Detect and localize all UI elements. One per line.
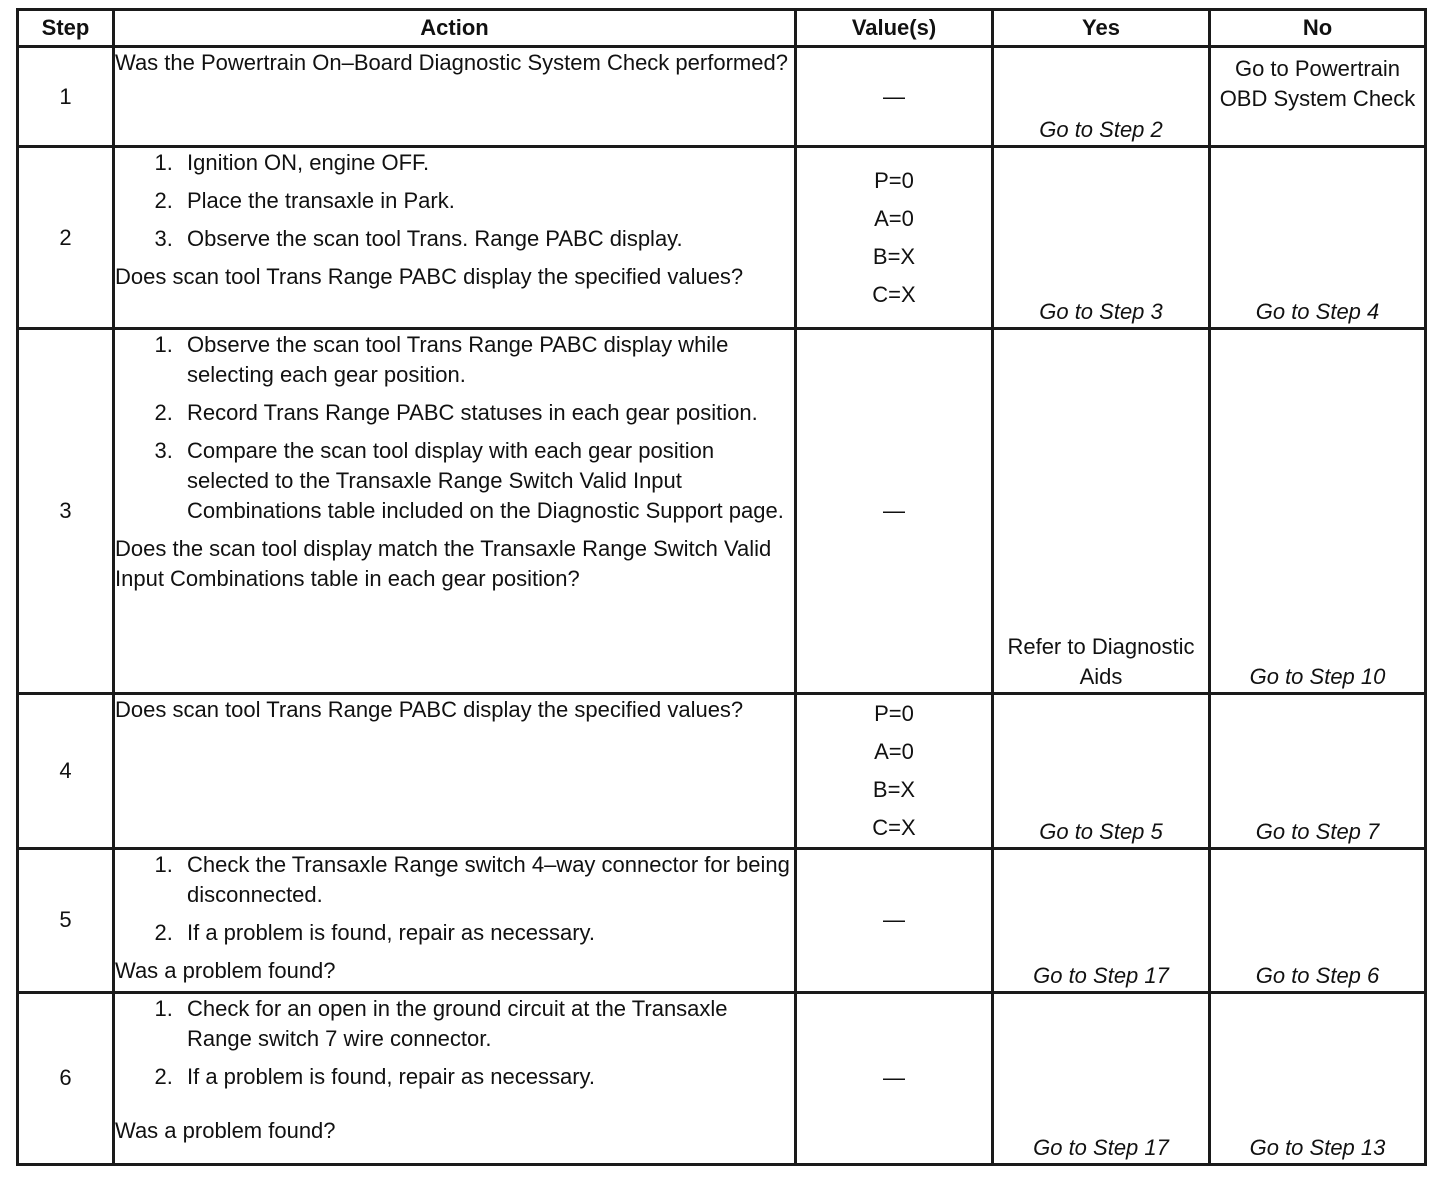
action-question: Was the Powertrain On–Board Diagnostic System Check performed? bbox=[115, 50, 788, 75]
no-cell: Go to Step 13 bbox=[1210, 992, 1426, 1164]
value-cell: — bbox=[796, 992, 993, 1164]
action-step-item: 2. Place the transaxle in Park. bbox=[179, 186, 794, 216]
action-steps bbox=[115, 994, 794, 1092]
table-row bbox=[18, 693, 1426, 848]
no-cell: Go to Step 4 bbox=[1210, 147, 1426, 329]
action-step-item: 3. Observe the scan tool Trans. Range PABC display. bbox=[179, 224, 794, 254]
value-p: P=0 bbox=[874, 700, 914, 726]
action-steps bbox=[115, 330, 794, 526]
header-yes: Yes bbox=[993, 10, 1210, 47]
action-question: Was a problem found? bbox=[115, 1117, 336, 1143]
action-steps bbox=[115, 148, 794, 254]
table-row bbox=[18, 992, 1426, 1164]
action-cell bbox=[114, 329, 796, 693]
yes-cell: Go to Step 17 bbox=[993, 992, 1210, 1164]
yes-cell: Go to Step 17 bbox=[993, 848, 1210, 992]
action-step-item: 2. If a problem is found, repair as necessary. bbox=[179, 1062, 794, 1092]
action-cell bbox=[114, 147, 796, 329]
action-step-item: 1. Ignition ON, engine OFF. bbox=[179, 148, 794, 178]
value-c: C=X bbox=[872, 814, 916, 840]
no-cell: Go to Step 10 bbox=[1210, 329, 1426, 693]
yes-cell: Refer to Diagnostic Aids bbox=[993, 329, 1210, 693]
value-cell: — bbox=[796, 329, 993, 693]
value-b: B=X bbox=[872, 243, 916, 269]
header-row bbox=[18, 10, 1426, 47]
step-number: 4 bbox=[18, 693, 114, 848]
action-cell bbox=[114, 848, 796, 992]
table-row bbox=[18, 147, 1426, 329]
table-row bbox=[18, 47, 1426, 147]
action-step-item: 2. If a problem is found, repair as necessary. bbox=[179, 918, 794, 948]
no-cell: Go to Powertrain OBD System Check bbox=[1210, 47, 1426, 147]
step-number: 1 bbox=[18, 47, 114, 147]
value-b: B=X bbox=[872, 776, 916, 802]
action-question: Was a problem found? bbox=[115, 957, 336, 983]
no-cell: Go to Step 6 bbox=[1210, 848, 1426, 992]
value-a: A=0 bbox=[874, 738, 914, 764]
step-number: 3 bbox=[18, 329, 114, 693]
action-cell bbox=[114, 992, 796, 1164]
header-action: Action bbox=[114, 10, 796, 47]
step-number: 5 bbox=[18, 848, 114, 992]
value-c: C=X bbox=[872, 281, 916, 307]
value-p: P=0 bbox=[874, 167, 914, 193]
action-question: Does scan tool Trans Range PABC display the specified values? bbox=[115, 696, 744, 722]
no-cell: Go to Step 7 bbox=[1210, 693, 1426, 848]
header-no: No bbox=[1210, 10, 1426, 47]
value-cell bbox=[796, 147, 993, 329]
diagnostic-table bbox=[16, 8, 1427, 1166]
header-step: Step bbox=[18, 10, 114, 47]
header-values: Value(s) bbox=[796, 10, 993, 47]
action-question: Does scan tool Trans Range PABC display the specified values? bbox=[115, 264, 744, 290]
value-cell: — bbox=[796, 848, 993, 992]
action-cell bbox=[114, 47, 796, 147]
yes-cell: Go to Step 2 bbox=[993, 47, 1210, 147]
value-cell: — bbox=[796, 47, 993, 147]
action-step-item: 3. Compare the scan tool display with each gear position selected to the Transaxle Range Switch Valid Input Combinations table included on the Diagnostic Support page. bbox=[179, 436, 794, 526]
step-number: 2 bbox=[18, 147, 114, 329]
action-cell bbox=[114, 693, 796, 848]
action-step-item: 2. Record Trans Range PABC statuses in each gear position. bbox=[179, 398, 794, 428]
table-row bbox=[18, 329, 1426, 693]
value-a: A=0 bbox=[874, 205, 914, 231]
action-question: Does the scan tool display match the Transaxle Range Switch Valid Input Combinations table in each gear position? bbox=[115, 536, 772, 592]
yes-cell: Go to Step 3 bbox=[993, 147, 1210, 329]
action-steps bbox=[115, 850, 794, 948]
action-step-item: 1. Observe the scan tool Trans Range PABC display while selecting each gear position. bbox=[179, 330, 794, 390]
yes-cell: Go to Step 5 bbox=[993, 693, 1210, 848]
table-row bbox=[18, 848, 1426, 992]
step-number: 6 bbox=[18, 992, 114, 1164]
action-step-item: 1. Check the Transaxle Range switch 4–way connector for being disconnected. bbox=[179, 850, 794, 910]
action-step-item: 1. Check for an open in the ground circuit at the Transaxle Range switch 7 wire connector. bbox=[179, 994, 794, 1054]
value-cell bbox=[796, 693, 993, 848]
